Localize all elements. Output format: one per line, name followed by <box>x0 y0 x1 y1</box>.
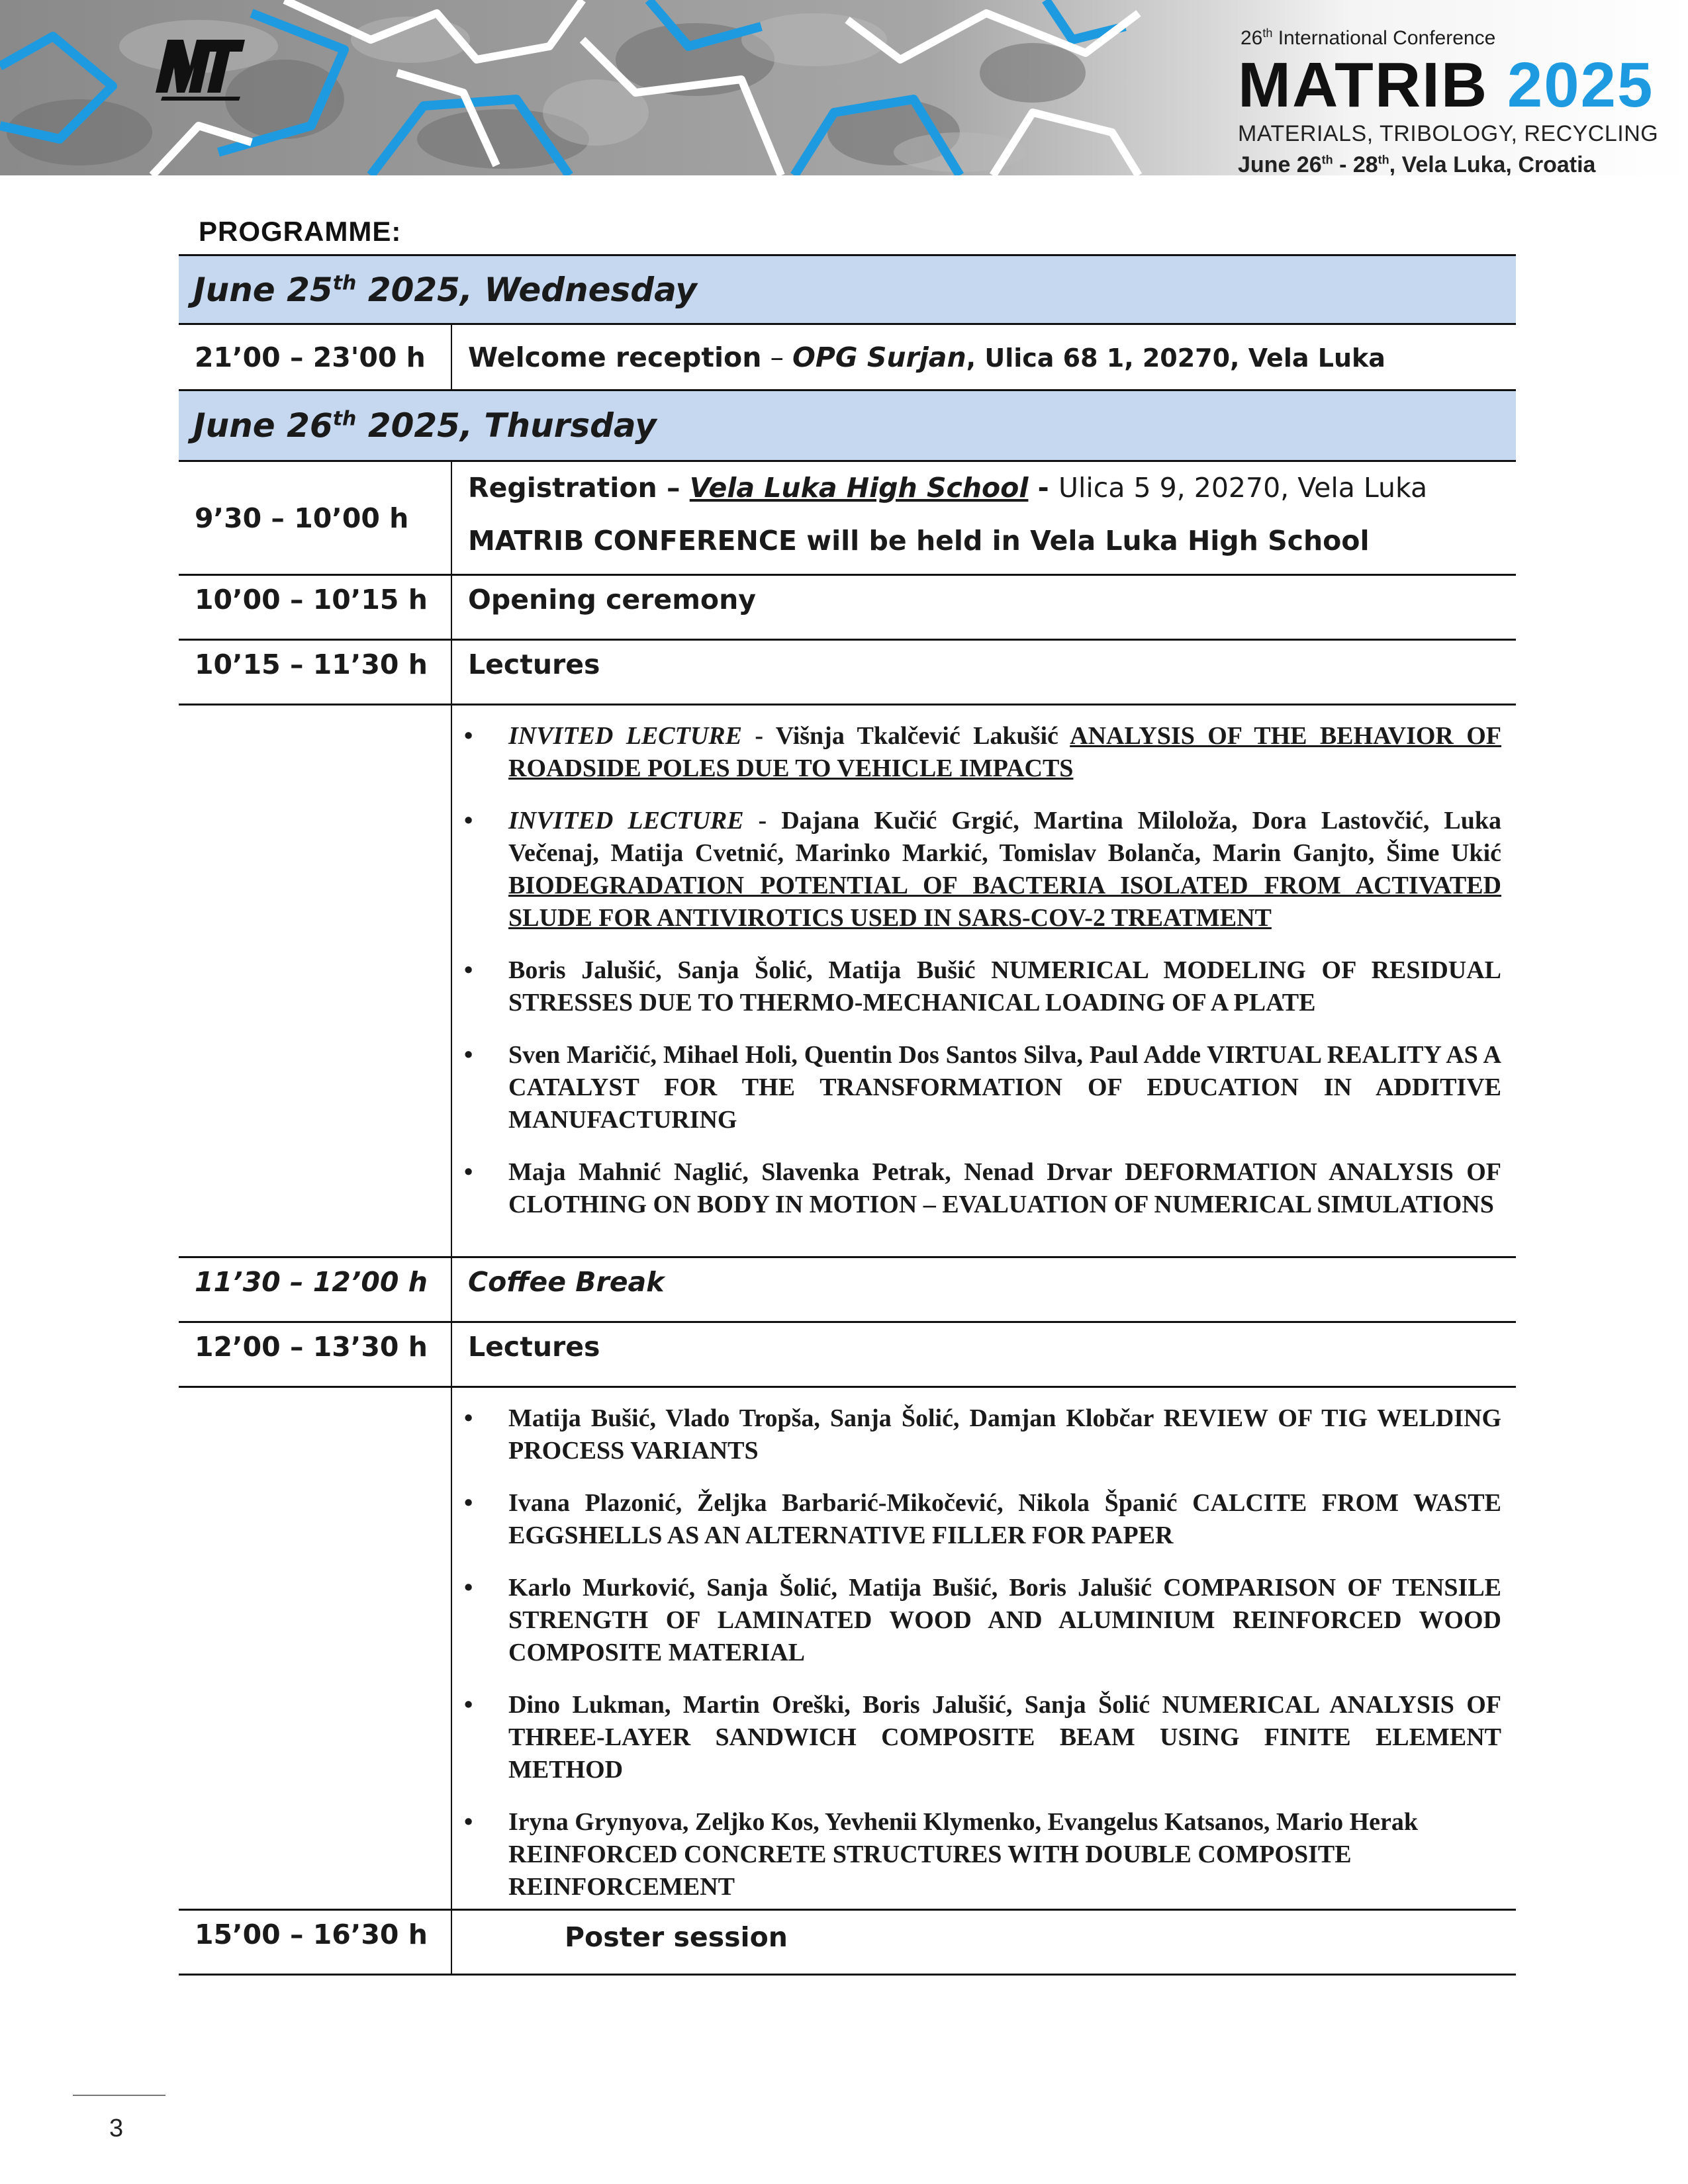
event-cell: Welcome reception – OPG Surjan, Ulica 68 1, 20270, Vela Luka <box>468 341 1385 373</box>
schedule-row-registration <box>179 462 1516 576</box>
footer-divider <box>73 2095 165 2096</box>
event-cell: Lectures <box>468 649 600 680</box>
list-item: • Sven Maričić, Mihael Holi, Quentin Dos Santos Silva, Paul Adde VIRTUAL REALITY AS A CATALYST FOR THE TRANSFORMATION OF EDUCATION IN ADDITIVE MANUFACTURING <box>452 1039 1516 1136</box>
programme-heading: PROGRAMME: <box>199 216 402 247</box>
list-item: • INVITED LECTURE - Višnja Tkalčević Lakušić ANALYSIS OF THE BEHAVIOR OF ROADSIDE POLES DUE TO VEHICLE IMPACTS <box>452 720 1516 785</box>
time-cell: 11’30 – 12’00 h <box>179 1258 452 1321</box>
time-cell-empty <box>179 705 452 1256</box>
event-cell: Lectures <box>468 1331 600 1363</box>
conference-info <box>1238 26 1675 175</box>
conference-edition: 26th International Conference <box>1241 26 1496 49</box>
conference-dates: June 26th - 28th, Vela Luka, Croatia <box>1238 152 1596 175</box>
list-item: • Dino Lukman, Martin Oreški, Boris Jalušić, Sanja Šolić NUMERICAL ANALYSIS OF THREE-LAYER SANDWICH COMPOSITE BEAM USING FINITE ELEMENT METHOD <box>452 1689 1516 1786</box>
event-cell: Coffee Break <box>468 1266 665 1298</box>
schedule-row-lectures-2 <box>179 1323 1516 1388</box>
schedule-row-opening <box>179 576 1516 641</box>
event-cell: Opening ceremony <box>468 584 757 615</box>
header-banner <box>0 0 1688 175</box>
time-cell: 15’00 – 16’30 h <box>179 1911 452 1974</box>
list-item: • Matija Bušić, Vlado Tropša, Sanja Šolić, Damjan Klobčar REVIEW OF TIG WELDING PROCESS VARIANTS <box>452 1402 1516 1467</box>
list-item: • Boris Jalušić, Sanja Šolić, Matija Bušić NUMERICAL MODELING OF RESIDUAL STRESSES DUE TO THERMO-MECHANICAL LOADING OF A PLATE <box>452 954 1516 1019</box>
lecture-list <box>452 720 1516 1221</box>
schedule-row-poster-session <box>179 1911 1516 1976</box>
day-header-thursday <box>179 391 1516 462</box>
schedule-row-coffee-break <box>179 1258 1516 1323</box>
session-1-lectures <box>179 705 1516 1258</box>
time-cell-empty <box>179 1388 452 1909</box>
time-cell: 12’00 – 13’30 h <box>179 1323 452 1386</box>
page-number: 3 <box>109 2115 124 2142</box>
list-item: • Iryna Grynyova, Zeljko Kos, Yevhenii Klymenko, Evangelus Katsanos, Mario Herak REINFORCED CONCRETE STRUCTURES WITH DOUBLE COMPOSITE REINFORCEMENT <box>452 1806 1516 1903</box>
day-title: June 25th 2025, Wednesday <box>193 270 697 309</box>
schedule-table <box>179 254 1516 1976</box>
conference-subtitle: MATERIALS, TRIBOLOGY, RECYCLING <box>1238 121 1659 146</box>
venue-link: Vela Luka High School <box>689 472 1029 504</box>
schedule-row-welcome <box>179 325 1516 391</box>
session-2-lectures <box>179 1388 1516 1911</box>
time-cell: 10’00 – 10’15 h <box>179 576 452 639</box>
day-header-wednesday <box>179 254 1516 325</box>
conference-title: MATRIB 2025 <box>1238 50 1654 120</box>
venue-note: MATRIB CONFERENCE will be held in Vela Luka High School <box>468 525 1370 557</box>
day-title: June 26th 2025, Thursday <box>193 406 657 445</box>
time-cell: 10’15 – 11’30 h <box>179 641 452 704</box>
event-cell: Poster session <box>565 1921 788 1953</box>
list-item: • Karlo Murković, Sanja Šolić, Matija Bušić, Boris Jalušić COMPARISON OF TENSILE STRENGTH OF LAMINATED WOOD AND ALUMINIUM REINFORCED WOOD COMPOSITE MATERIAL <box>452 1572 1516 1669</box>
time-cell: 9’30 – 10’00 h <box>179 462 452 574</box>
event-cell: Registration – Vela Luka High School - Ulica 5 9, 20270, Vela Luka MATRIB CONFERENCE will be held in Vela Luka High School <box>452 462 1516 574</box>
list-item: • INVITED LECTURE - Dajana Kučić Grgić, Martina Miloloža, Dora Lastovčić, Luka Večenaj, Matija Cvetnić, Marinko Markić, Tomislav Bolanča, Marin Ganjto, Šime Ukić BIODEGRADATION POTENTIAL OF BACTERIA ISOLATED FROM ACTIVATED SLUDE FOR ANTIVIROTICS USED IN SARS-COV-2 TREATMENT <box>452 805 1516 934</box>
schedule-row-lectures-1 <box>179 641 1516 705</box>
lecture-list-cell <box>452 1388 1516 1909</box>
list-item: • Maja Mahnić Naglić, Slavenka Petrak, Nenad Drvar DEFORMATION ANALYSIS OF CLOTHING ON BODY IN MOTION – EVALUATION OF NUMERICAL SIMULATIONS <box>452 1156 1516 1221</box>
lecture-list-cell <box>452 705 1516 1256</box>
lecture-list <box>452 1402 1516 1903</box>
time-cell: 21’00 – 23'00 h <box>179 325 452 389</box>
list-item: • Ivana Plazonić, Željka Barbarić-Mikočević, Nikola Španić CALCITE FROM WASTE EGGSHELLS AS AN ALTERNATIVE FILLER FOR PAPER <box>452 1487 1516 1552</box>
